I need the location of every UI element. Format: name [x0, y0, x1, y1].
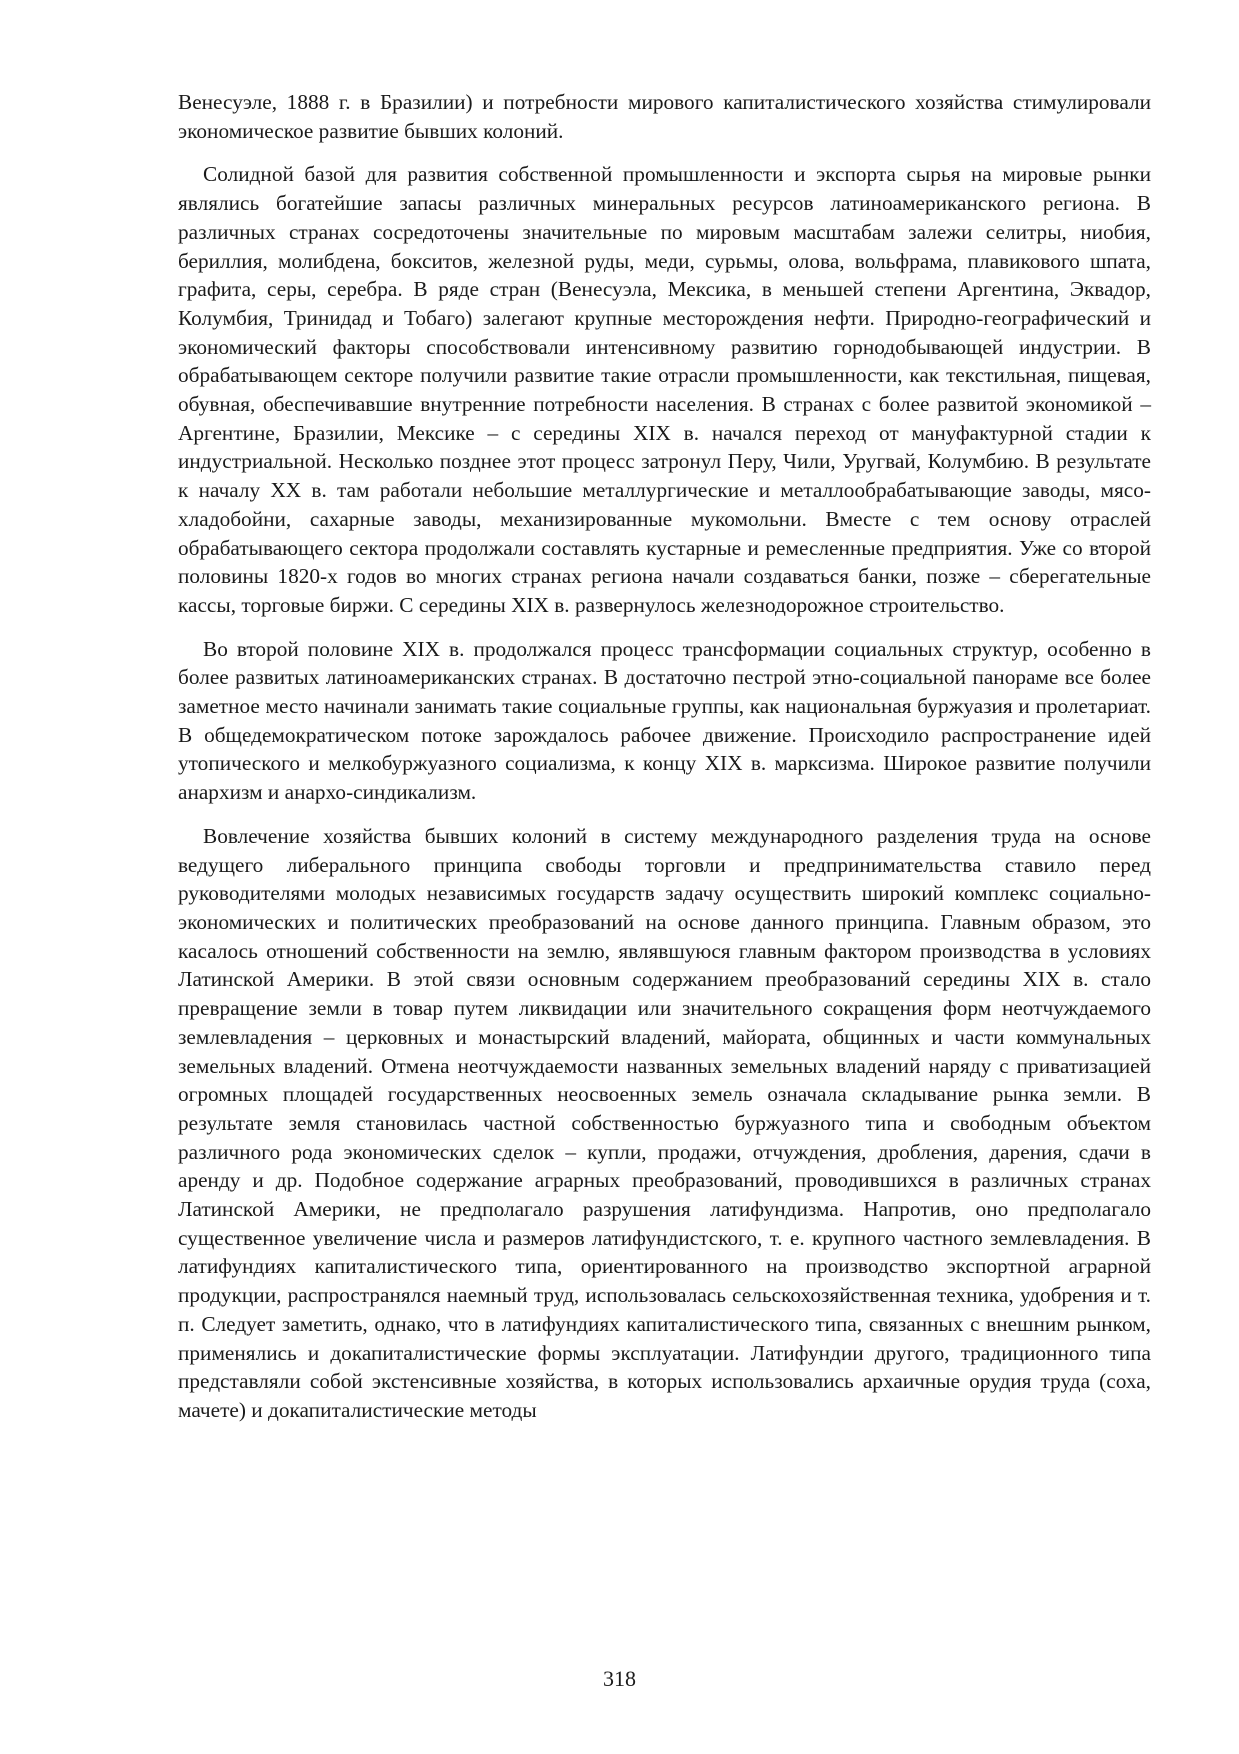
paragraph-1: Венесуэле, 1888 г. в Бразилии) и потребности мирового капиталистического хозяйства стимулировали экономическое развитие бывших колоний. [178, 90, 1151, 143]
paragraph-3: Во второй половине XIX в. продолжался процесс трансформации социальных структур, особенно в более развитых латиноамериканских странах. В достаточно пестрой этно-социальной панораме все более заметное место начинали занимать такие социальные группы, как национальная буржуазия и пролетариат. В общедемократическом потоке зарождалось рабочее движение. Происходило распространение идей утопического и мелкобуржуазного социализма, к концу XIX в. марксизма. Широкое развитие получили анархизм и анархо-синдикализм. [178, 636, 1151, 805]
paragraph-4: Вовлечение хозяйства бывших колоний в систему международного разделения труда на основе ведущего либерального принципа свободы торговли и предпринимательства ставило перед руководителями молодых независимых государств задачу осуществить широкий комплекс социально-экономических и политических преобразований на основе данного принципа. Главным образом, это касалось отношений собственности на землю, являвшуюся главным фактором производства в условиях Латинской Америки. В этой связи основным содержанием преобразований середины XIX в. стало превращение земли в товар путем ликвидации или значительного сокращения форм неотчуждаемого землевладения – церковных и монастырский владений, майората, общинных и части коммунальных земельных владений. Отмена неотчуждаемости названных земельных владений наряду с приватизацией огромных площадей государственных неосвоенных земель означала складывание рынка земли. В результате земля становилась частной собственностью буржуазного типа и свободным объектом различного рода экономических сделок – купли, продажи, отчуждения, дробления, дарения, сдачи в аренду и др. Подобное содержание аграрных преобразований, проводившихся в различных странах Латинской Америки, не предполагало разрушения латифундизма. Напротив, оно предполагало существенное увеличение числа и размеров латифундистского, т. е. крупного частного землевладения. В латифундиях капиталистического типа, ориентированного на производство экспортной аграрной продукции, распространялся наемный труд, использовалась сельскохозяйственная техника, удобрения и т. п. Следует заметить, однако, что в латифундиях капиталистического типа, связанных с внешним рынком, применялись и докапиталистические формы эксплуатации. Латифундии другого, традиционного типа представляли собой экстенсивные хозяйства, в которых использовались архаичные орудия труда (соха, мачете) и докапиталистические методы [178, 823, 1151, 1422]
paragraph-2: Солидной базой для развития собственной промышленности и экспорта сырья на мировые рынки являлись богатейшие запасы различных минеральных ресурсов латиноамериканского региона. В различных странах сосредоточены значительные по мировым масштабам залежи селитры, ниобия, бериллия, молибдена, бокситов, железной руды, меди, сурьмы, олова, вольфрама, плавикового шпата, графита, серы, серебра. В ряде стран (Венесуэла, Мексика, в меньшей степени Аргентина, Эквадор, Колумбия, Тринидад и Тобаго) залегают крупные месторождения нефти. Природно-географический и экономический факторы способствовали интенсивному развитию горнодобывающей индустрии. В обрабатывающем секторе получили развитие такие отрасли промышленности, как текстильная, пищевая, обувная, обеспечивавшие внутренние потребности населения. В странах с более развитой экономикой – Аргентине, Бразилии, Мексике – с середины XIX в. начался переход от мануфактурной стадии к индустриальной. Несколько позднее этот процесс затронул Перу, Чили, Уругвай, Колумбию. В результате к началу XX в. там работали небольшие металлургические и металлообрабатывающие заводы, мясо-хладобойни, сахарные заводы, механизированные мукомольни. Вместе с тем основу отраслей обрабатывающего сектора продолжали составлять кустарные и ремесленные предприятия. Уже со второй половины 1820-х годов во многих странах региона начали создаваться банки, позже – сберегательные кассы, торговые биржи. С середины XIX в. развернулось железнодорожное строительство. [178, 162, 1151, 617]
page-number: 318 [603, 1666, 636, 1691]
body-text [178, 88, 1151, 1440]
